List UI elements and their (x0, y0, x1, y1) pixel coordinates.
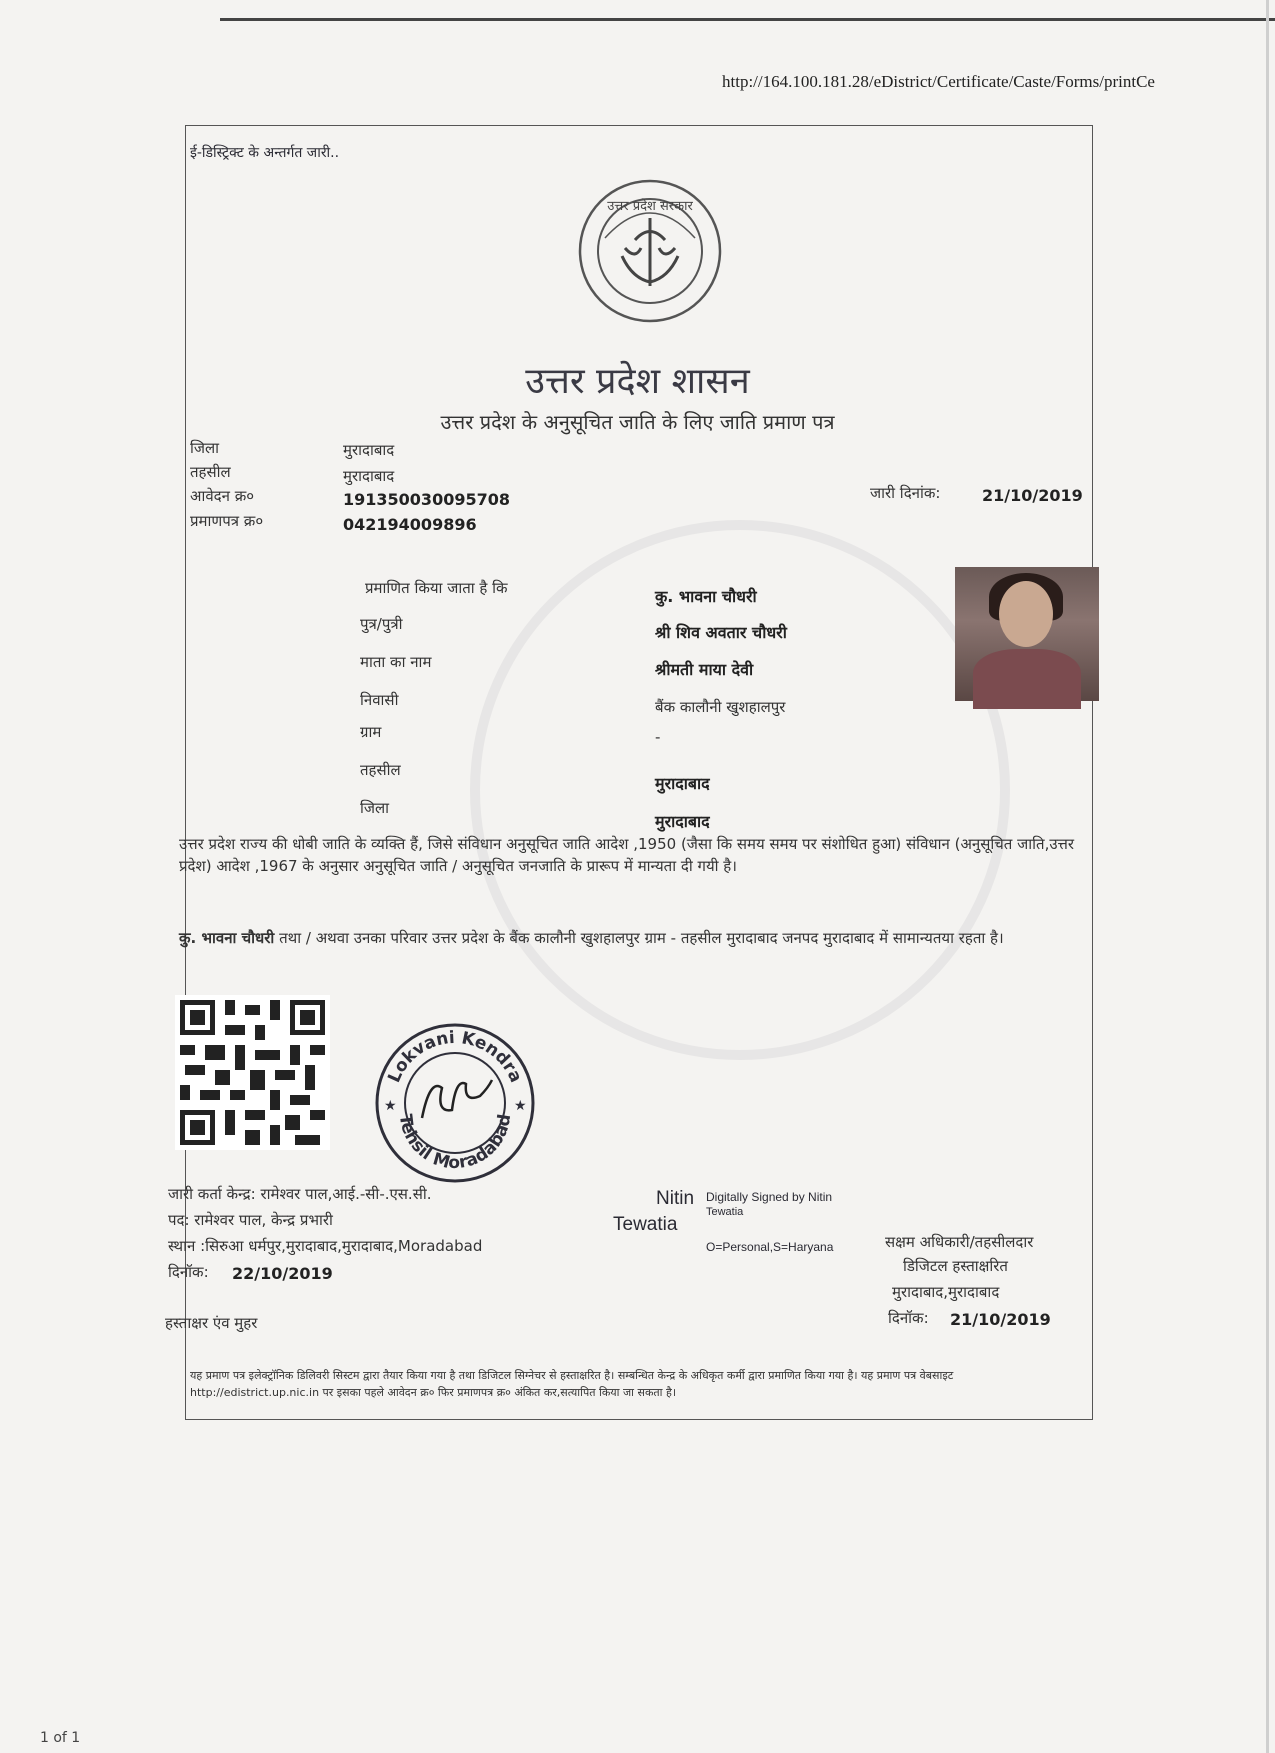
application-number: 191350030095708 (343, 490, 510, 509)
scan-edge-right (1266, 0, 1269, 1753)
father-name: श्री शिव अवतार चौधरी (655, 623, 787, 642)
svg-text:★: ★ (384, 1098, 397, 1114)
detail-tehsil-label: तहसील (360, 761, 401, 779)
village-label: ग्राम (360, 723, 382, 741)
resident-value: बैंक कालौनी खुशहालपुर (655, 698, 786, 716)
detail-district-label: जिला (360, 799, 390, 817)
applicant-photo (955, 567, 1099, 701)
up-government-emblem (577, 178, 723, 324)
handwritten-signature (422, 1080, 492, 1118)
detail-district-value: मुरादाबाद (655, 812, 710, 831)
resident-label: निवासी (360, 691, 399, 709)
digital-sign-org: O=Personal,S=Haryana (706, 1240, 834, 1254)
sign-and-seal-label: हस्ताक्षर एंव मुहर (165, 1314, 258, 1332)
stamp-top-text: Lokvani Kendra (384, 1027, 526, 1086)
officer-signed: डिजिटल हस्ताक्षरित (903, 1257, 1008, 1275)
issuer-date-value: 22/10/2019 (232, 1264, 333, 1283)
page-number: 1 of 1 (40, 1730, 81, 1746)
digital-sign-note1: Digitally Signed by Nitin (706, 1190, 833, 1204)
application-label: आवेदन क्र० (190, 487, 255, 505)
residence-name: कु. भावना चौधरी (179, 929, 275, 947)
certificate-label: प्रमाणपत्र क्र० (190, 512, 264, 530)
stamp-bottom-text: Tehsil Moradabad (394, 1112, 516, 1174)
office-stamp (370, 1018, 540, 1188)
digital-sign-note2: Tewatia (706, 1206, 744, 1218)
svg-text:Tehsil Moradabad (395, 1113, 515, 1173)
qr-code (175, 995, 330, 1150)
issue-date-value: 21/10/2019 (982, 486, 1083, 505)
tehsil-value: मुरादाबाद (343, 467, 395, 485)
mother-label: माता का नाम (360, 653, 432, 671)
page-title: उत्तर प्रदेश शासन (525, 361, 750, 402)
certified-label: प्रमाणित किया जाता है कि (365, 579, 508, 597)
village-value: - (655, 728, 661, 746)
tehsil-label: तहसील (190, 463, 231, 481)
officer-date-value: 21/10/2019 (950, 1310, 1051, 1329)
district-value: मुरादाबाद (343, 441, 395, 459)
emblem-text: उत्तर प्रदेश सरकार (607, 199, 693, 214)
scan-edge (220, 18, 1275, 21)
mother-name: श्रीमती माया देवी (655, 660, 754, 679)
signer-name-line1: Nitin (656, 1188, 695, 1209)
svg-text:★: ★ (514, 1098, 527, 1114)
residence-paragraph (179, 927, 1089, 949)
page-url: http://164.100.181.28/eDistrict/Certificate/Caste/Forms/printCe (722, 72, 1155, 91)
footer-note: यह प्रमाण पत्र इलेक्ट्रॉनिक डिलिवरी सिस्टम द्वारा तैयार किया गया है तथा डिजिटल सिग्नेचर से हस्ताक्षरित है। सम्बन्धित केन्द्र के अधिकृत कर्मी द्वारा प्रमाणित किया गया है। यह प्रमाण पत्र वेबसाइट http://edistrict.up.nic.in पर इसका पहले आवेदन क्र० फिर प्रमाणपत्र क्र० अंकित कर,सत्यापित किया जा सकता है। (190, 1369, 954, 1399)
issuer-date-label: दिनॉक: (168, 1263, 209, 1281)
issue-date-label: जारी दिनांक: (870, 484, 941, 502)
certificate-number: 042194009896 (343, 515, 477, 534)
officer-place: मुरादाबाद,मुरादाबाद (892, 1283, 1000, 1301)
issuer-post: पद: रामेश्वर पाल, केन्द्र प्रभारी (168, 1211, 333, 1229)
page-subtitle: उत्तर प्रदेश के अनुसूचित जाति के लिए जाति प्रमाण पत्र (440, 410, 835, 434)
caste-paragraph: उत्तर प्रदेश राज्य की धोबी जाति के व्यक्ति हैं, जिसे संविधान अनुसूचित जाति आदेश ,1950 (जैसा कि समय समय पर संशोधित हुआ) संविधान (अनुसूचित जाति,उत्तर प्रदेश) आदेश ,1967 के अनुसार अनुसूचित जाति / अनुसूचित जनजाति के प्रारूप में मान्यता दी गयी है। (179, 835, 1075, 875)
svg-text:Lokvani Kendra (384, 1028, 525, 1086)
district-label: जिला (190, 439, 220, 457)
signer-name-line2: Tewatia (613, 1214, 678, 1235)
officer-title: सक्षम अधिकारी/तहसीलदार (885, 1233, 1034, 1251)
issued-under-text: ई-डिस्ट्रिक्ट के अन्तर्गत जारी.. (190, 145, 340, 161)
officer-date-label: दिनॉक: (888, 1309, 929, 1327)
issuer-centre: जारी कर्ता केन्द्र: रामेश्वर पाल,आई.-सी-.एस.सी. (168, 1185, 432, 1203)
residence-text: तथा / अथवा उनका परिवार उत्तर प्रदेश के बैंक कालौनी खुशहालपुर ग्राम - तहसील मुरादाबाद जनपद मुरादाबाद में सामान्यतया रहता है। (279, 929, 1004, 947)
detail-tehsil-value: मुरादाबाद (655, 774, 710, 793)
child-of-label: पुत्र/पुत्री (360, 615, 403, 633)
issuer-place: स्थान :सिरुआ धर्मपुर,मुरादाबाद,मुरादाबाद,Moradabad (168, 1237, 483, 1255)
certified-name: कु. भावना चौधरी (655, 587, 757, 606)
